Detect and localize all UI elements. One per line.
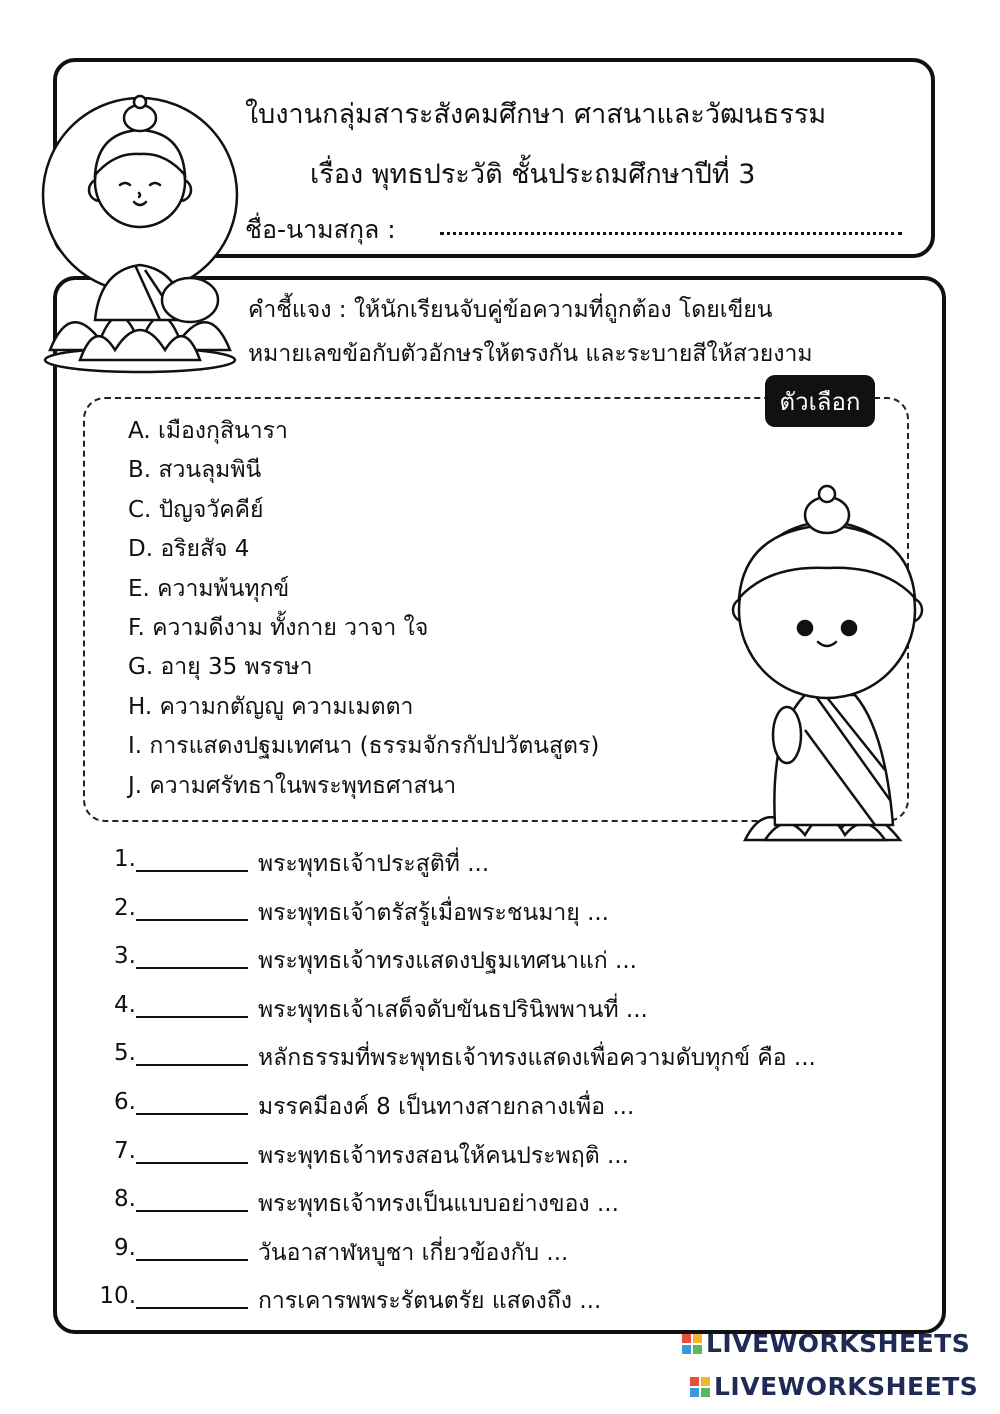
question-text: พระพุทธเจ้าทรงสอนให้คนประพฤติ ... (258, 1142, 629, 1169)
answer-blank[interactable] (136, 1138, 248, 1164)
answer-blank[interactable] (136, 1186, 248, 1212)
answer-blank[interactable] (136, 943, 248, 969)
buddha-standing-illustration (725, 480, 925, 850)
instruction-line-2: หมายเลขข้อกับตัวอักษรให้ตรงกัน และระบายสีให้สวยงาม (248, 341, 813, 367)
answer-blank[interactable] (136, 1235, 248, 1261)
logo-mark-icon (690, 1377, 710, 1397)
question-row (98, 992, 816, 1041)
question-number: 7. (114, 1137, 136, 1164)
answer-blank[interactable] (136, 895, 248, 921)
question-number: 8. (114, 1186, 136, 1213)
option-item: E. ความพ้นทุกข์ (128, 575, 290, 602)
name-input-line[interactable] (440, 232, 902, 235)
option-item: J. ความศรัทธาในพระพุทธศาสนา (128, 772, 457, 799)
question-number: 1. (114, 846, 136, 872)
answer-blank[interactable] (136, 992, 248, 1018)
worksheet-title: ใบงานกลุ่มสาระสังคมศึกษา ศาสนาและวัฒนธรรม (245, 99, 827, 130)
question-text: พระพุทธเจ้าประสูติที่ ... (258, 851, 490, 877)
question-row (98, 1186, 816, 1235)
question-number: 5. (114, 1040, 136, 1067)
name-label: ชื่อ-นามสกุล : (245, 215, 396, 244)
logo-square (693, 1334, 702, 1343)
answer-blank[interactable] (136, 1089, 248, 1115)
logo-square (682, 1345, 691, 1354)
option-item: C. ปัญจวัคคีย์ (128, 496, 264, 523)
answer-blank[interactable] (136, 1283, 248, 1309)
question-row (98, 1283, 816, 1332)
options-tag: ตัวเลือก (765, 375, 875, 427)
buddha-meditating-illustration (40, 60, 240, 370)
question-row (98, 1235, 816, 1284)
option-item: F. ความดีงาม ทั้งกาย วาจา ใจ (128, 614, 429, 641)
question-row (98, 895, 816, 944)
logo-square (693, 1345, 702, 1354)
option-item: A. เมืองกุสินารา (128, 418, 288, 444)
question-text: พระพุทธเจ้าเสด็จดับขันธปรินิพพานที่ ... (258, 996, 648, 1023)
options-list (128, 413, 599, 807)
logo-square (701, 1388, 710, 1397)
logo-square (690, 1388, 699, 1397)
logo-square (690, 1377, 699, 1386)
question-text: พระพุทธเจ้าตรัสรู้เมื่อพระชนมายุ ... (258, 899, 609, 926)
instruction-line-1: คำชี้แจง : ให้นักเรียนจับคู่ข้อความที่ถูกต้อง โดยเขียน (248, 297, 773, 323)
question-number: 3. (114, 943, 136, 970)
question-text: พระพุทธเจ้าทรงแสดงปฐมเทศนาแก่ ... (258, 948, 637, 975)
question-number: 9. (114, 1234, 136, 1261)
question-list (98, 846, 816, 1332)
option-item: H. ความกตัญญู ความเมตตา (128, 693, 414, 720)
question-text: หลักธรรมที่พระพุทธเจ้าทรงแสดงเพื่อความดับทุกข์ คือ ... (258, 1045, 816, 1072)
answer-blank[interactable] (136, 1040, 248, 1066)
question-row (98, 1089, 816, 1138)
question-row (98, 943, 816, 992)
question-text: มรรคมีองค์ 8 เป็นทางสายกลางเพื่อ ... (258, 1093, 635, 1120)
option-item: D. อริยสัจ 4 (128, 536, 250, 563)
logo-square (701, 1377, 710, 1386)
logo-text: LIVEWORKSHEETS (714, 1372, 979, 1401)
option-item: G. อายุ 35 พรรษา (128, 654, 313, 681)
question-row (98, 1138, 816, 1187)
logo-mark-icon (682, 1334, 702, 1354)
question-text: พระพุทธเจ้าทรงเป็นแบบอย่างของ ... (258, 1191, 619, 1218)
question-number: 4. (114, 991, 136, 1018)
question-text: วันอาสาฬหบูชา เกี่ยวข้องกับ ... (258, 1239, 569, 1266)
liveworksheets-logo (682, 1329, 970, 1358)
option-item: B. สวนลุมพินี (128, 457, 262, 484)
option-item: I. การแสดงปฐมเทศนา (ธรรมจักรกัปปวัตนสูตร) (128, 733, 600, 760)
question-row (98, 1040, 816, 1089)
question-text: การเคารพพระรัตนตรัย แสดงถึง ... (258, 1288, 602, 1315)
question-number: 10. (99, 1283, 136, 1310)
worksheet-subtitle: เรื่อง พุทธประวัติ ชั้นประถมศึกษาปีที่ 3 (310, 159, 756, 190)
logo-text: LIVEWORKSHEETS (706, 1329, 971, 1358)
answer-blank[interactable] (136, 846, 248, 872)
liveworksheets-logo (690, 1372, 978, 1401)
question-row (98, 846, 816, 895)
logo-square (682, 1334, 691, 1343)
question-number: 6. (114, 1088, 136, 1115)
question-number: 2. (114, 894, 136, 921)
